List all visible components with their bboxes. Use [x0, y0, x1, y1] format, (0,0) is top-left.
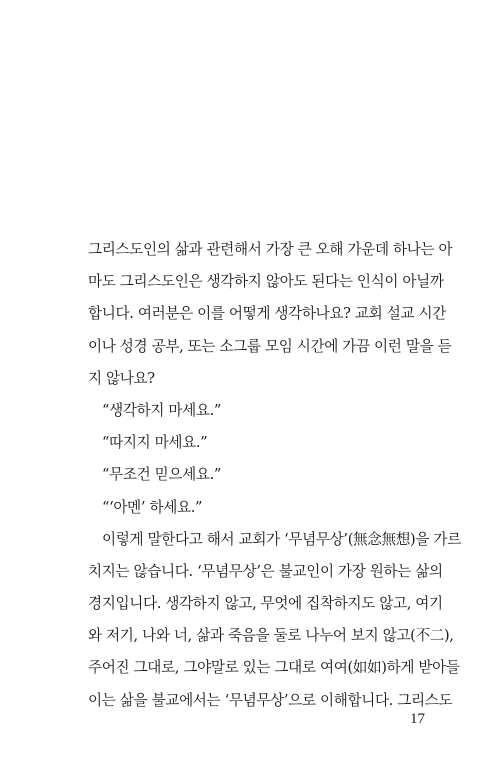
- dialogue-line: “‘아멘’ 하세요.”: [102, 498, 203, 516]
- text-line: 그리스도인의 삶과 관련해서 가장 큰 오해 가운데 하나는 아: [88, 241, 453, 258]
- text-line: 주어진 그대로, 그야말로 있는 그대로 여여(如如)하게 받아들: [88, 659, 460, 677]
- page-number: 17: [410, 711, 425, 727]
- body-text: [88, 234, 461, 717]
- text-line: 경지입니다. 생각하지 않고, 무엇에 집착하지도 않고, 여기: [88, 595, 443, 613]
- dialogue-line: “따지지 마세요.”: [102, 434, 208, 452]
- text-line: 이렇게 말한다고 해서 교회가 ‘무념무상’(無念無想)을 가르: [102, 530, 461, 548]
- dialogue-line: “무조건 믿으세요.”: [102, 466, 222, 484]
- text-line: 합니다. 여러분은 이를 어떻게 생각하나요? 교회 설교 시간: [88, 305, 446, 323]
- text-line: 와 저기, 나와 너, 삶과 죽음을 둘로 나누어 보지 않고(不二),: [88, 627, 454, 645]
- text-line: 마도 그리스도인은 생각하지 않아도 된다는 인식이 아닐까: [88, 273, 444, 291]
- text-line: 지 않나요?: [88, 369, 155, 387]
- dialogue-line: “생각하지 마세요.”: [102, 401, 222, 419]
- text-line: 이는 삶을 불교에서는 ‘무념무상’으로 이해합니다. 그리스도: [88, 691, 453, 709]
- text-line: 치지는 않습니다. ‘무념무상’은 불교인이 가장 원하는 삶의: [88, 562, 443, 580]
- text-line: 이나 성경 공부, 또는 소그룹 모임 시간에 가끔 이런 말을 듣: [88, 337, 452, 355]
